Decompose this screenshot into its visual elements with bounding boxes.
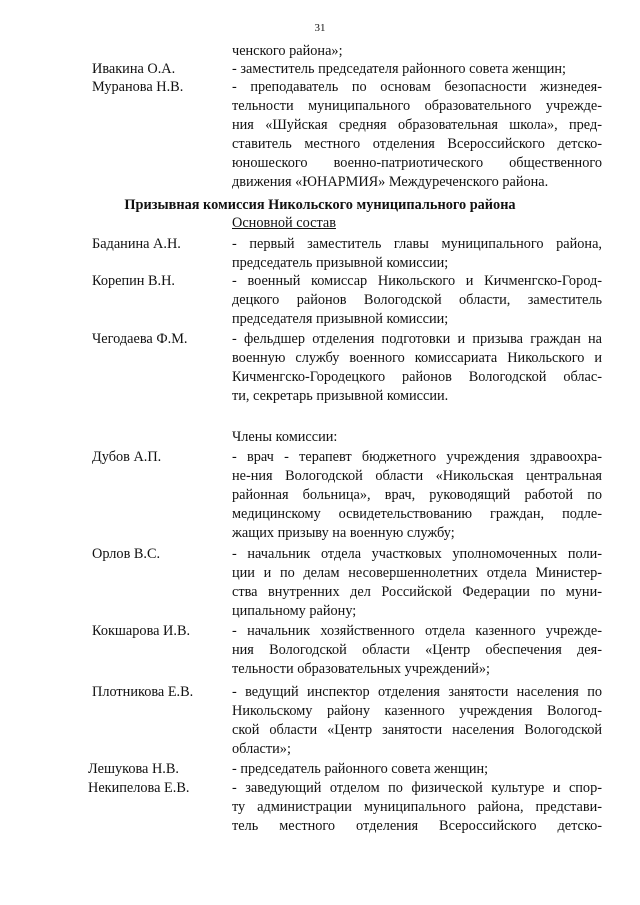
desc-badanina-2: председатель призывной комиссии; bbox=[232, 255, 449, 271]
desc-korepin-2: децкого районов Вологодской области, заместитель bbox=[232, 292, 602, 308]
desc-badanina-1: - первый заместитель главы муниципального района, bbox=[232, 236, 602, 252]
desc-muranova-4: ставитель местного отделения Всероссийского детско- bbox=[232, 136, 602, 152]
desc-chegodaeva-1: - фельдшер отделения подготовки и призыва граждан на bbox=[232, 331, 602, 347]
subheading-main: Основной состав bbox=[232, 215, 336, 231]
desc-plotnikova-2: Никольскому району казенного учреждения Вологод- bbox=[232, 703, 602, 719]
desc-plotnikova-1: - ведущий инспектор отделения занятости населения по bbox=[232, 684, 602, 700]
desc-nekipelova-1: - заведующий отделом по физической культуре и спор- bbox=[232, 780, 602, 796]
desc-koksharova-3: тельности образовательных учреждений»; bbox=[232, 661, 491, 677]
name-nekipelova: Некипелова Е.В. bbox=[88, 780, 190, 796]
desc-muranova-1: - преподаватель по основам безопасности жизнедея- bbox=[232, 79, 602, 95]
commission-heading: Призывная комиссия Никольского муниципального района bbox=[124, 197, 516, 213]
desc-orlov-2: ции и по делам несовершеннолетних отдела Министер- bbox=[232, 565, 602, 581]
desc-leshukova-1: - председатель районного совета женщин; bbox=[232, 761, 489, 777]
desc-nekipelova-3: тель местного отделения Всероссийского детско- bbox=[232, 818, 602, 834]
name-leshukova: Лешукова Н.В. bbox=[88, 761, 179, 777]
desc-korepin-3: председателя призывной комиссии; bbox=[232, 311, 449, 327]
desc-koksharova-1: - начальник хозяйственного отдела казенного учрежде- bbox=[232, 623, 602, 639]
desc-muranova-3: ния «Шуйская средняя образовательная школа», пред- bbox=[232, 117, 602, 133]
desc-orlov-1: - начальник отдела участковых уполномоченных поли- bbox=[232, 546, 602, 562]
desc-dubov-2: не-ния Вологодской области «Никольская центральная bbox=[232, 468, 602, 484]
desc-korepin-1: - военный комиссар Никольского и Кичменгско-Город- bbox=[232, 273, 602, 289]
desc-plotnikova-4: области»; bbox=[232, 741, 291, 757]
name-ivakina: Ивакина О.А. bbox=[92, 61, 176, 77]
name-orlov: Орлов В.С. bbox=[92, 546, 161, 562]
desc-plotnikova-3: ской области «Центр занятости населения Вологодской bbox=[232, 722, 602, 738]
name-koksharova: Кокшарова И.В. bbox=[92, 623, 191, 639]
name-plotnikova: Плотникова Е.В. bbox=[92, 684, 194, 700]
desc-dubov-3: районная больница», врач, руководящий работой по bbox=[232, 487, 602, 503]
name-badanina: Баданина А.Н. bbox=[92, 236, 181, 252]
desc-nekipelova-2: ту администрации муниципального района, представи- bbox=[232, 799, 602, 815]
name-dubov: Дубов А.П. bbox=[92, 449, 162, 465]
desc-chegodaeva-3: Кичменгско-Городецкого районов Вологодской облас- bbox=[232, 369, 602, 385]
desc-orlov-3: ства внутренних дел Российской Федерации по муни- bbox=[232, 584, 602, 600]
desc-ivakina: - заместитель председателя районного совета женщин; bbox=[232, 61, 566, 77]
name-muranova: Муранова Н.В. bbox=[92, 79, 184, 95]
desc-muranova-6: движения «ЮНАРМИЯ» Междуреченского района. bbox=[232, 174, 549, 190]
page-number: 31 bbox=[314, 22, 326, 34]
desc-muranova-2: тельности муниципального образовательного учрежде- bbox=[232, 98, 602, 114]
desc-muranova-5: юношеского военно-патриотического общественного bbox=[232, 155, 602, 171]
desc-dubov-1: - врач - терапевт бюджетного учреждения здравоохра- bbox=[232, 449, 602, 465]
name-chegodaeva: Чегодаева Ф.М. bbox=[92, 331, 188, 347]
desc-dubov-5: жащих призыву на военную службу; bbox=[232, 525, 455, 541]
members-label: Члены комиссии: bbox=[232, 429, 338, 445]
desc-koksharova-2: ния Вологодской области «Центр обеспечения дея- bbox=[232, 642, 602, 658]
name-korepin: Корепин В.Н. bbox=[92, 273, 176, 289]
top-continuation: ченского района»; bbox=[232, 43, 343, 59]
desc-chegodaeva-2: военную службу военного комиссариата Никольского и bbox=[232, 350, 602, 366]
desc-orlov-4: ципальному району; bbox=[232, 603, 357, 619]
desc-chegodaeva-4: ти, секретарь призывной комиссии. bbox=[232, 388, 449, 404]
desc-dubov-4: медицинскому освидетельствованию граждан, подле- bbox=[232, 506, 602, 522]
